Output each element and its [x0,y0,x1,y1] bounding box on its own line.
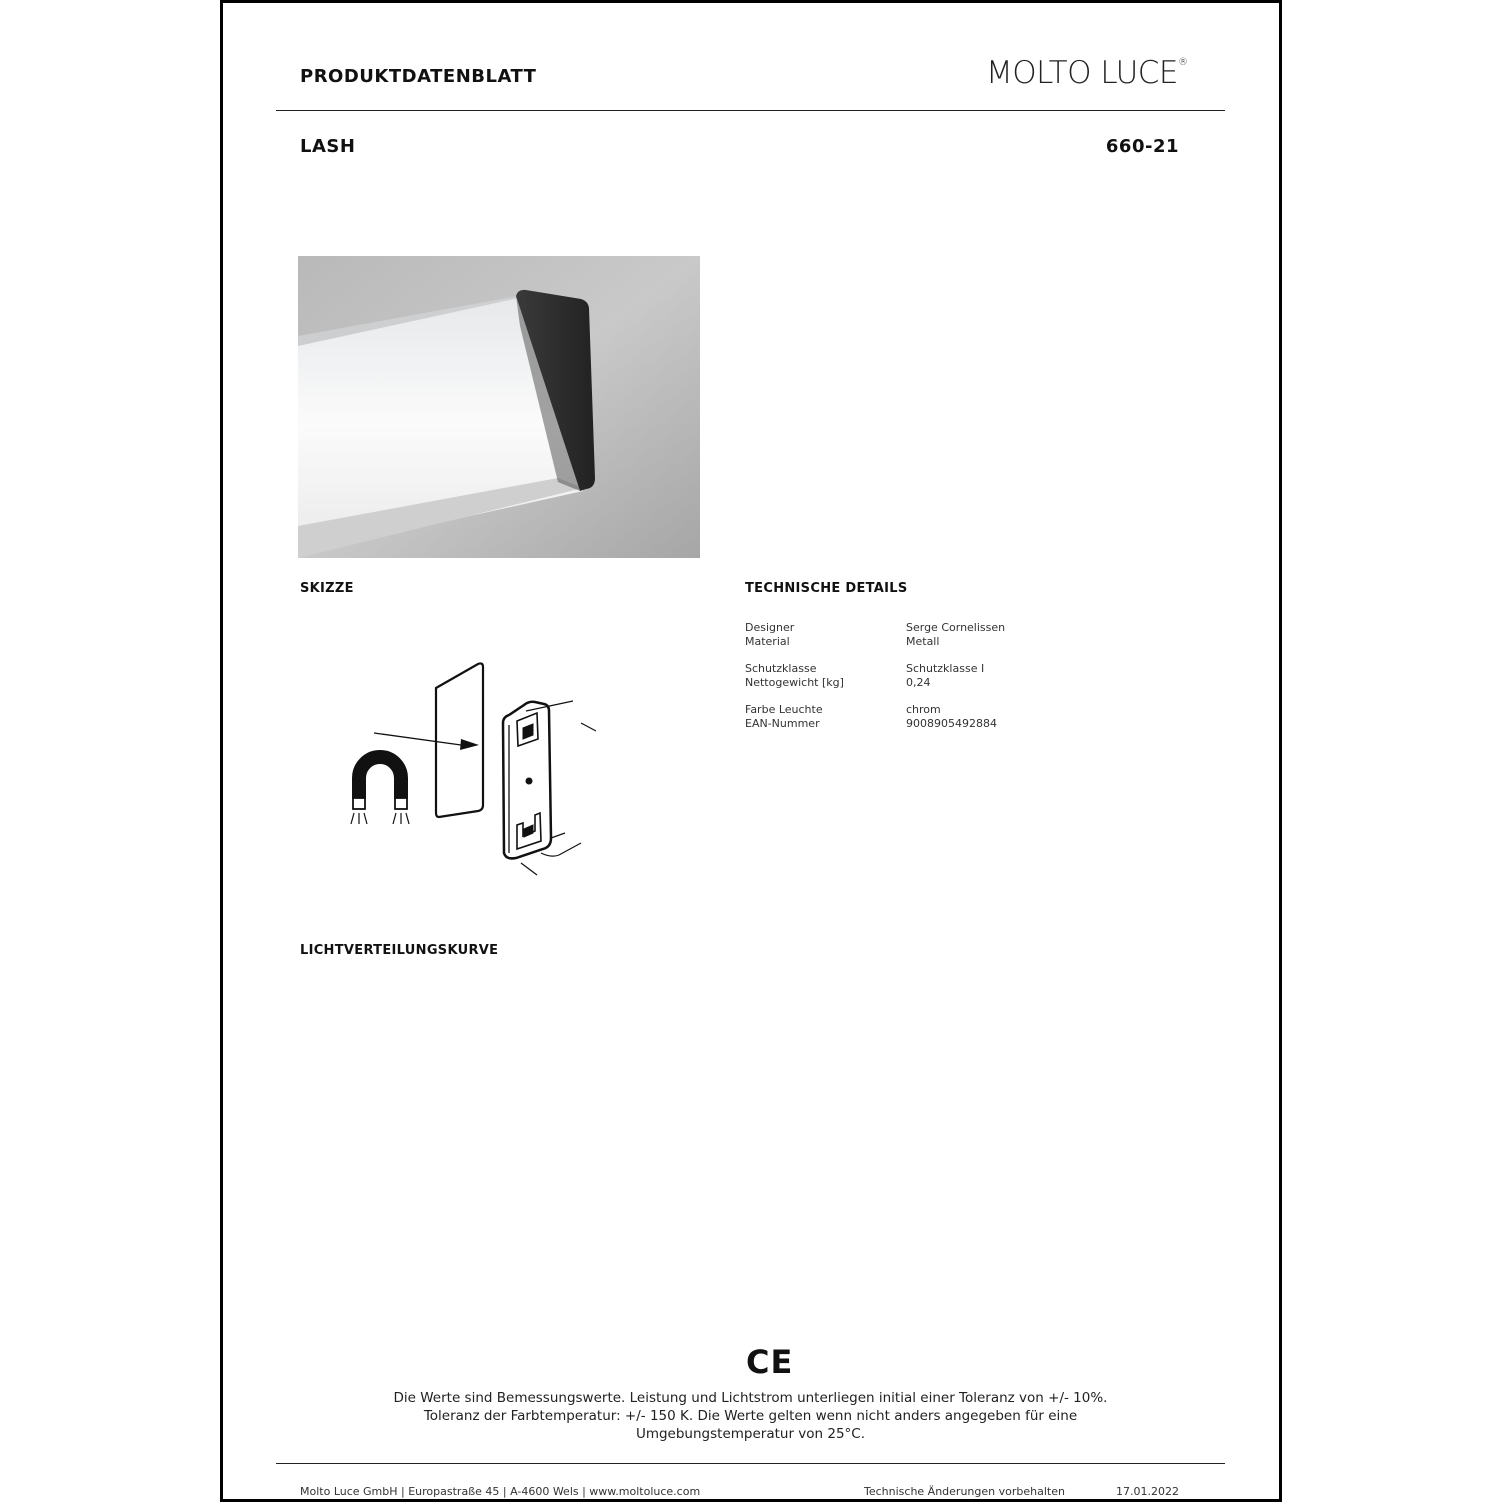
mounting-sketch [341,653,601,883]
spec-value-net-weight: 0,24 [906,676,931,689]
document-type: PRODUKTDATENBLATT [300,66,537,87]
ce-mark: CE [746,1343,794,1381]
spec-label-designer: Designer [745,621,795,634]
section-title-light-distribution: LICHTVERTEILUNGSKURVE [300,943,499,958]
section-title-technical-details: TECHNISCHE DETAILS [745,581,908,596]
product-name: LASH [300,136,356,157]
spec-value-color: chrom [906,703,941,716]
disclaimer-line-2: Toleranz der Farbtemperatur: +/- 150 K. Die Werte gelten wenn nicht anders angegeben für eine [423,1408,1078,1424]
product-code: 660-21 [1105,136,1179,157]
end-plate-outline [436,663,483,817]
spec-label-color: Farbe Leuchte [745,703,823,716]
disclaimer-line-3: Umgebungstemperatur von 25°C. [635,1426,866,1442]
spec-value-designer: Serge Cornelissen [906,621,1006,634]
disclaimer-line-1: Die Werte sind Bemessungswerte. Leistung und Lichtstrom unterliegen initial einer Toleranz von +/- 10%. [393,1390,1108,1406]
spec-value-ean: 9008905492884 [906,717,997,730]
spec-value-protection-class: Schutzklasse I [906,662,985,675]
product-photo-image [298,256,700,558]
datasheet-page [220,0,1282,1502]
arrow-icon [460,739,479,750]
magnet-icon [353,751,407,798]
footer-note: Technische Änderungen vorbehalten [864,1485,1065,1498]
spec-label-net-weight: Nettogewicht [kg] [745,676,844,689]
mounting-sketch-drawing [341,653,601,883]
spec-label-ean: EAN-Nummer [745,717,820,730]
section-title-sketch: SKIZZE [300,581,354,596]
spec-label-protection-class: Schutzklasse [745,662,817,675]
brand-logo [986,55,1188,91]
spec-label-material: Material [745,635,790,648]
footer-date: 17.01.2022 [1116,1485,1179,1498]
footer-company: Molto Luce GmbH | Europastraße 45 | A-4600 Wels | www.moltoluce.com [300,1485,701,1498]
product-photo [298,256,700,558]
disclaimer [276,1389,1225,1443]
brand-registered-mark: ® [1178,57,1188,68]
footer-divider [276,1463,1225,1464]
header-divider [276,110,1225,111]
spec-value-material: Metall [906,635,940,648]
brand-name: MOLTO LUCE [986,55,1178,91]
